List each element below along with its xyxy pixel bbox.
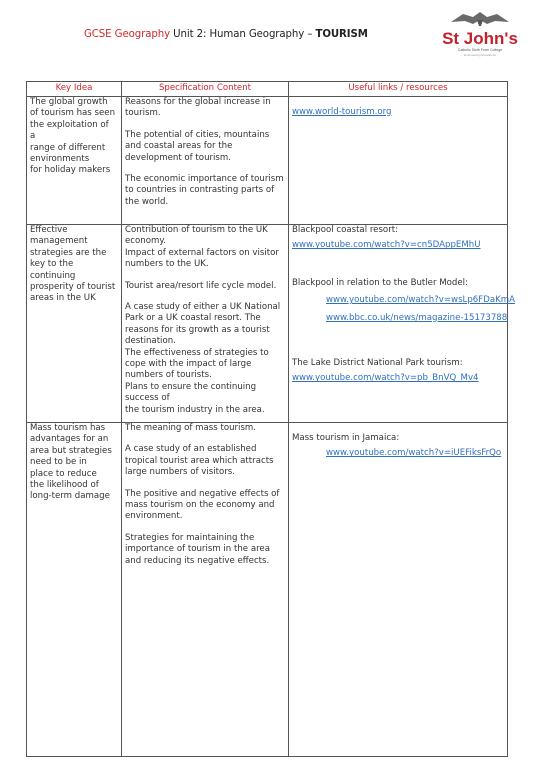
key-idea-line: strategies are the	[30, 247, 107, 258]
key-idea-line: Effective	[30, 225, 68, 235]
title-topic: TOURISM	[315, 29, 368, 40]
svg-text:St John's: St John's	[442, 29, 518, 48]
lake-district-video-link[interactable]: www.youtube.com/watch?v=pb_BnVQ_Mv4	[292, 373, 479, 384]
key-idea-line: area but strategies	[30, 445, 112, 456]
resource-label: Blackpool coastal resort:	[292, 225, 398, 235]
spec-paragraph: The meaning of mass tourism.	[125, 423, 257, 433]
blackpool-video-link[interactable]: www.youtube.com/watch?v=cn5DAppEMhU	[292, 240, 481, 251]
key-idea-cell	[27, 423, 122, 757]
key-idea-line: management	[30, 236, 88, 247]
key-idea-line: continuing	[30, 270, 76, 281]
spec-paragraph: A case study of an established tropical tourist area which attracts large numbers of visitors.	[125, 444, 274, 478]
table-header-row	[27, 82, 508, 97]
butler-model-video-link[interactable]: www.youtube.com/watch?v=wsLp6FDaKmA	[326, 295, 515, 306]
key-idea-line: need to be in	[30, 457, 87, 468]
links-cell	[289, 225, 515, 423]
key-idea-line: advantages for an	[30, 434, 109, 445]
links-cell	[289, 97, 508, 225]
spec-paragraph: the tourism industry in the area.	[125, 404, 265, 415]
spec-paragraph: Plans to ensure the continuing success of	[125, 381, 257, 404]
table-row	[27, 97, 508, 225]
bbc-magazine-link[interactable]: www.bbc.co.uk/news/magazine-15173788	[326, 312, 508, 323]
table-row	[27, 423, 508, 757]
spec-content-cell	[122, 423, 289, 757]
spec-content-cell	[122, 97, 289, 225]
svg-text:Catholic Sixth Form College: Catholic Sixth Form College	[457, 48, 503, 52]
header-key-idea: Key Idea	[27, 82, 122, 97]
key-idea-line: The global growth	[30, 97, 108, 107]
st-johns-logo	[437, 8, 523, 60]
spec-paragraph: Contribution of tourism to the UK economy.	[125, 225, 268, 247]
eagle-icon	[451, 12, 509, 26]
resource-label: Blackpool in relation to the Butler Model:	[292, 277, 468, 288]
resource-label: Mass tourism in Jamaica:	[292, 433, 400, 443]
spec-paragraph: Impact of external factors on visitor numbers to the UK.	[125, 247, 279, 270]
title-subject: GCSE Geography	[84, 29, 170, 40]
title-unit: Unit 2: Human Geography –	[170, 29, 316, 40]
header-links: Useful links / resources	[289, 82, 508, 97]
key-idea-line: of tourism has seen	[30, 108, 116, 119]
key-idea-line: a	[30, 131, 36, 142]
spec-paragraph: The potential of cities, mountains and coastal areas for the development of tourism.	[125, 129, 270, 163]
key-idea-line: the likelihood of	[30, 480, 99, 491]
spec-paragraph: The positive and negative effects of mass tourism on the economy and environment.	[125, 488, 280, 522]
key-idea-line: prosperity of tourist	[30, 282, 116, 293]
key-idea-cell	[27, 225, 122, 423]
links-cell	[289, 423, 508, 757]
jamaica-video-link[interactable]: www.youtube.com/watch?v=iUEFiksFrQo	[326, 448, 502, 459]
key-idea-line: environments	[30, 154, 90, 165]
spec-paragraph: Tourist area/resort life cycle model.	[125, 280, 277, 291]
resource-label: The Lake District National Park tourism:	[292, 358, 463, 369]
spec-content-cell	[122, 225, 289, 423]
spec-paragraph: Reasons for the global increase in tourism.	[125, 97, 271, 119]
key-idea-line: areas in the UK	[30, 293, 96, 304]
svg-text:Empowering Excellence: Empowering Excellence	[463, 53, 497, 57]
spec-paragraph: Strategies for maintaining the importance of tourism in the area and reducing its negative effects.	[125, 532, 270, 566]
table-row	[27, 225, 508, 423]
spec-paragraph: A case study of either a UK National Park or a UK coastal resort. The reasons for its growth as a tourist destination.	[125, 302, 281, 347]
spec-paragraph: The economic importance of tourism to countries in contrasting parts of the world.	[125, 174, 284, 207]
key-idea-line: for holiday makers	[30, 165, 111, 176]
key-idea-line: the exploitation of	[30, 119, 109, 130]
key-idea-line: long-term damage	[30, 491, 110, 502]
key-idea-line: Mass tourism has	[30, 423, 106, 433]
header-spec-content: Specification Content	[122, 82, 289, 97]
world-tourism-link[interactable]: www.world-tourism.org	[292, 107, 392, 117]
key-idea-cell	[27, 97, 122, 225]
key-idea-line: key to the	[30, 259, 74, 270]
key-idea-line: place to reduce	[30, 468, 97, 479]
key-idea-line: range of different	[30, 142, 106, 153]
spec-paragraph: The effectiveness of strategies to cope with the impact of large numbers of tourists.	[125, 347, 269, 381]
tourism-spec-table	[26, 81, 515, 757]
page-title	[84, 29, 368, 40]
